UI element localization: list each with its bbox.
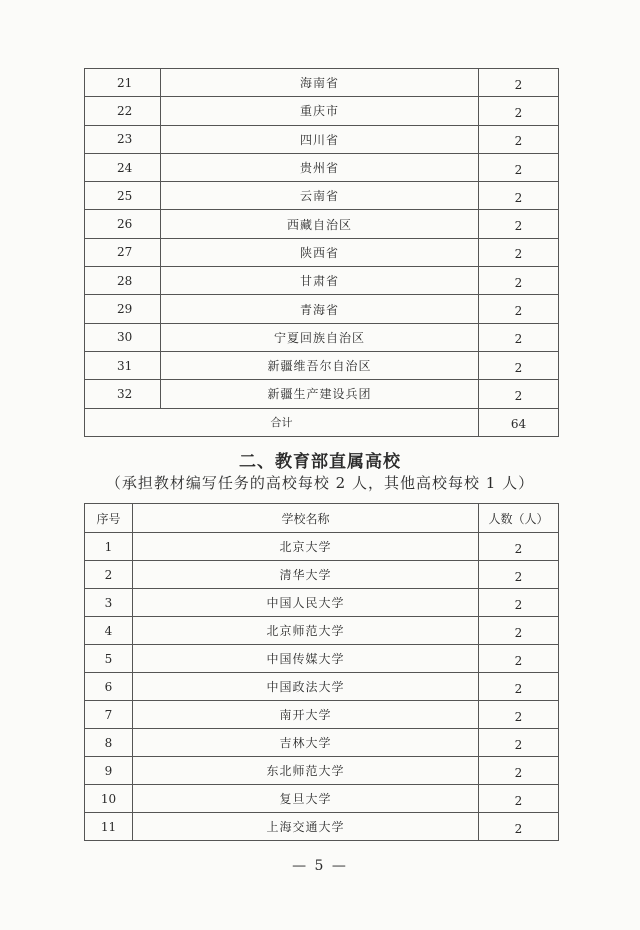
table-row bbox=[85, 561, 559, 589]
province-name: 重庆市 bbox=[161, 97, 479, 125]
table-row bbox=[85, 323, 559, 351]
quota-count: 2 bbox=[479, 69, 559, 97]
school-name: 清华大学 bbox=[133, 561, 479, 589]
quota-count: 2 bbox=[479, 589, 559, 617]
row-number: 23 bbox=[85, 125, 161, 153]
header-count: 人数（人） bbox=[479, 504, 559, 533]
quota-count: 2 bbox=[479, 533, 559, 561]
quota-count: 2 bbox=[479, 97, 559, 125]
row-number: 26 bbox=[85, 210, 161, 238]
row-number: 7 bbox=[85, 701, 133, 729]
province-name: 宁夏回族自治区 bbox=[161, 323, 479, 351]
table-row bbox=[85, 813, 559, 841]
school-name: 中国人民大学 bbox=[133, 589, 479, 617]
row-number: 30 bbox=[85, 323, 161, 351]
row-number: 27 bbox=[85, 238, 161, 266]
table-row bbox=[85, 295, 559, 323]
row-number: 4 bbox=[85, 617, 133, 645]
school-name: 南开大学 bbox=[133, 701, 479, 729]
row-number: 8 bbox=[85, 729, 133, 757]
table-row bbox=[85, 351, 559, 379]
province-name: 甘肃省 bbox=[161, 267, 479, 295]
table-row bbox=[85, 380, 559, 408]
province-name: 青海省 bbox=[161, 295, 479, 323]
table-row bbox=[85, 785, 559, 813]
province-name: 云南省 bbox=[161, 182, 479, 210]
row-number: 2 bbox=[85, 561, 133, 589]
school-name: 中国政法大学 bbox=[133, 673, 479, 701]
quota-count: 2 bbox=[479, 645, 559, 673]
table-header-row bbox=[85, 504, 559, 533]
quota-count: 2 bbox=[479, 785, 559, 813]
header-number: 序号 bbox=[85, 504, 133, 533]
province-name: 贵州省 bbox=[161, 153, 479, 181]
quota-count: 2 bbox=[479, 295, 559, 323]
row-number: 24 bbox=[85, 153, 161, 181]
table-row bbox=[85, 673, 559, 701]
quota-count: 2 bbox=[479, 617, 559, 645]
table-row bbox=[85, 645, 559, 673]
province-name: 西藏自治区 bbox=[161, 210, 479, 238]
row-number: 31 bbox=[85, 351, 161, 379]
school-name: 复旦大学 bbox=[133, 785, 479, 813]
header-school-name: 学校名称 bbox=[133, 504, 479, 533]
table-row bbox=[85, 182, 559, 210]
quota-count: 2 bbox=[479, 182, 559, 210]
quota-count: 2 bbox=[479, 757, 559, 785]
row-number: 28 bbox=[85, 267, 161, 295]
quota-count: 2 bbox=[479, 351, 559, 379]
quota-count: 2 bbox=[479, 125, 559, 153]
table-row bbox=[85, 238, 559, 266]
quota-count: 2 bbox=[479, 210, 559, 238]
table-row bbox=[85, 757, 559, 785]
table-row bbox=[85, 210, 559, 238]
table-row bbox=[85, 617, 559, 645]
school-name: 北京师范大学 bbox=[133, 617, 479, 645]
total-value: 64 bbox=[479, 408, 559, 436]
table-row bbox=[85, 533, 559, 561]
quota-count: 2 bbox=[479, 673, 559, 701]
school-name: 上海交通大学 bbox=[133, 813, 479, 841]
quota-count: 2 bbox=[479, 561, 559, 589]
section-note: （承担教材编写任务的高校每校 2 人，其他高校每校 1 人） bbox=[105, 474, 535, 492]
row-number: 22 bbox=[85, 97, 161, 125]
page-number: — 5 — bbox=[292, 858, 348, 874]
quota-count: 2 bbox=[479, 323, 559, 351]
section-title: 二、教育部直属高校 bbox=[239, 452, 401, 472]
row-number: 3 bbox=[85, 589, 133, 617]
table-row bbox=[85, 701, 559, 729]
quota-count: 2 bbox=[479, 238, 559, 266]
school-name: 吉林大学 bbox=[133, 729, 479, 757]
table-row bbox=[85, 69, 559, 97]
quota-count: 2 bbox=[479, 267, 559, 295]
row-number: 29 bbox=[85, 295, 161, 323]
row-number: 21 bbox=[85, 69, 161, 97]
table-row bbox=[85, 589, 559, 617]
row-number: 25 bbox=[85, 182, 161, 210]
province-name: 新疆维吾尔自治区 bbox=[161, 351, 479, 379]
province-name: 陕西省 bbox=[161, 238, 479, 266]
province-table bbox=[84, 68, 559, 437]
quota-count: 2 bbox=[479, 813, 559, 841]
province-name: 新疆生产建设兵团 bbox=[161, 380, 479, 408]
row-number: 32 bbox=[85, 380, 161, 408]
quota-count: 2 bbox=[479, 701, 559, 729]
table-row bbox=[85, 729, 559, 757]
quota-count: 2 bbox=[479, 380, 559, 408]
row-number: 9 bbox=[85, 757, 133, 785]
province-name: 海南省 bbox=[161, 69, 479, 97]
university-table bbox=[84, 503, 559, 841]
row-number: 11 bbox=[85, 813, 133, 841]
quota-count: 2 bbox=[479, 153, 559, 181]
total-row bbox=[85, 408, 559, 436]
quota-count: 2 bbox=[479, 729, 559, 757]
table-row bbox=[85, 125, 559, 153]
table-row bbox=[85, 153, 559, 181]
row-number: 5 bbox=[85, 645, 133, 673]
school-name: 东北师范大学 bbox=[133, 757, 479, 785]
table-row bbox=[85, 267, 559, 295]
school-name: 北京大学 bbox=[133, 533, 479, 561]
province-name: 四川省 bbox=[161, 125, 479, 153]
row-number: 6 bbox=[85, 673, 133, 701]
total-label: 合计 bbox=[85, 408, 479, 436]
row-number: 10 bbox=[85, 785, 133, 813]
school-name: 中国传媒大学 bbox=[133, 645, 479, 673]
row-number: 1 bbox=[85, 533, 133, 561]
table-row bbox=[85, 97, 559, 125]
